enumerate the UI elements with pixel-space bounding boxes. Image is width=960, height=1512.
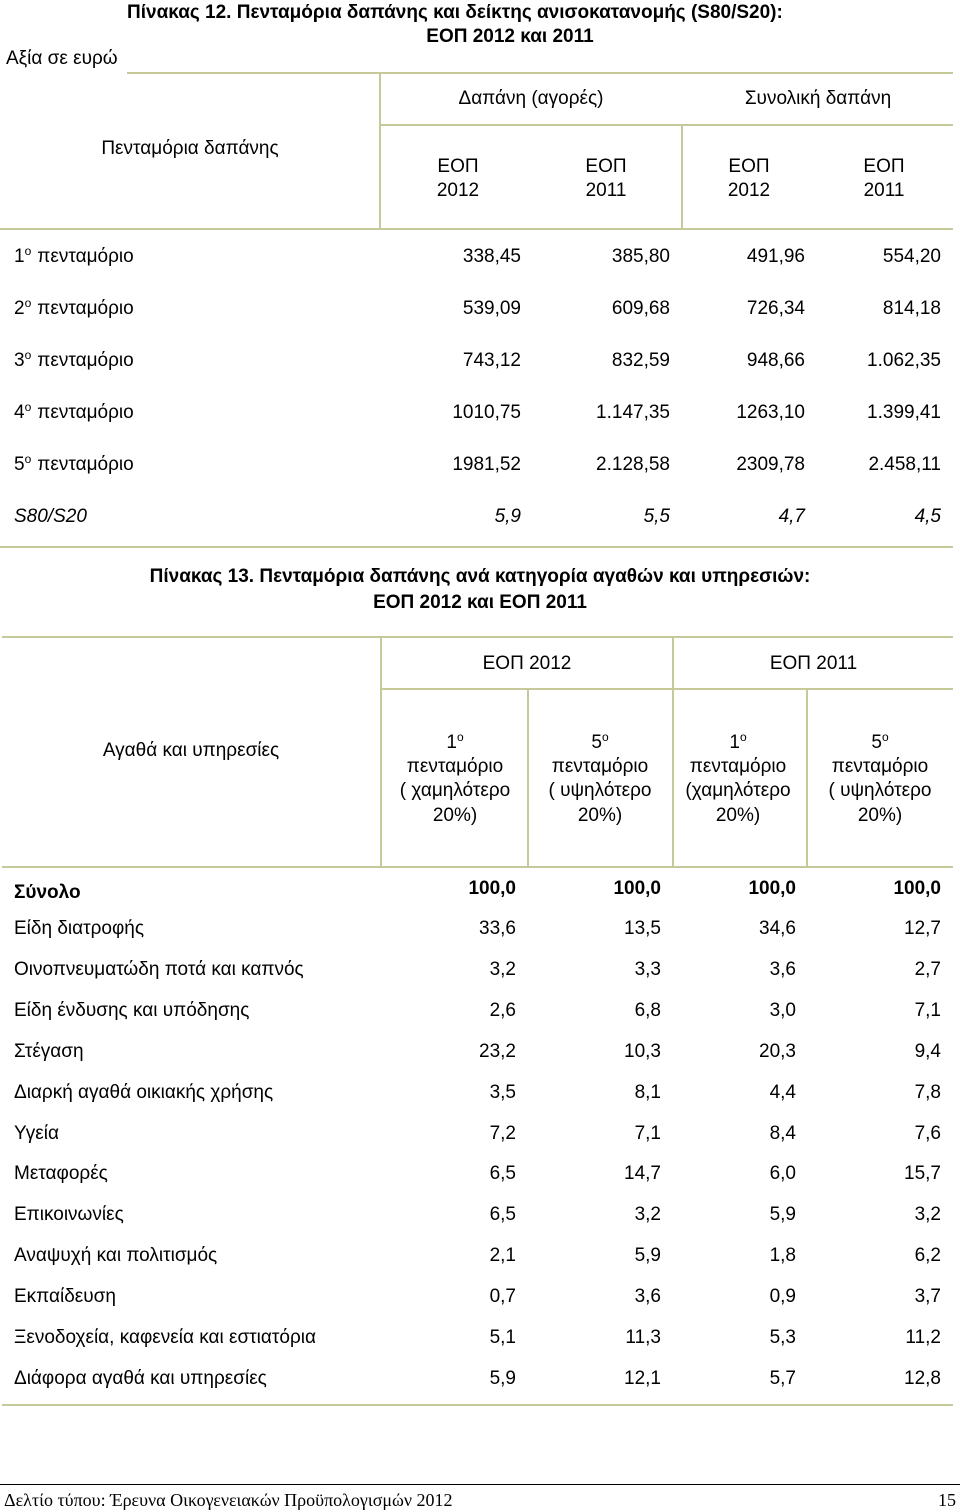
quintile-ordinal: ο xyxy=(24,452,32,466)
table13-header-rule xyxy=(2,866,953,868)
table12-cell: 1.399,41 xyxy=(867,402,941,423)
table13-cell: 0,9 xyxy=(769,1286,796,1308)
table12-col-year: 2011 xyxy=(585,180,627,201)
table13-cell: 6,5 xyxy=(489,1163,516,1185)
table13-total-cell: 100,0 xyxy=(748,878,796,899)
table13-cell: 2,6 xyxy=(489,999,516,1021)
table13-total-cell: 100,0 xyxy=(613,878,661,899)
table13-bottom-rule xyxy=(2,1404,953,1406)
table12-cell: 385,80 xyxy=(611,246,670,267)
quintile-number: 2 xyxy=(14,298,25,319)
table12-ratio-label: S80/S20 xyxy=(14,506,87,527)
table12-cell: 948,66 xyxy=(746,350,805,371)
table13-cell: 5,9 xyxy=(769,1204,796,1226)
table13-cell: 13,5 xyxy=(624,918,661,939)
table13-row-label: Εκπαίδευση xyxy=(14,1286,116,1308)
table13-row-label: Διαρκή αγαθά οικιακής χρήσης xyxy=(14,1081,274,1103)
table12-row-label xyxy=(14,350,134,372)
table13-group-rule xyxy=(380,688,953,690)
table13-cell: 23,2 xyxy=(479,1040,516,1062)
quintile-ordinal: ο xyxy=(881,730,889,744)
table13-cell: 3,5 xyxy=(489,1081,516,1103)
table13-row-label: Οινοπνευματώδη ποτά και καπνός xyxy=(14,958,304,980)
table13-col-word: πενταμόριο xyxy=(551,756,649,777)
table13-row-header: Αγαθά και υπηρεσίες xyxy=(102,740,280,761)
table13-col-ordinal xyxy=(530,732,670,754)
table13-row-label: Είδη διατροφής xyxy=(14,918,145,939)
table12-cell: 1010,75 xyxy=(452,402,521,423)
table12-top-rule xyxy=(127,72,953,74)
table13-cell: 6,8 xyxy=(634,999,661,1021)
table12-row-label xyxy=(14,454,134,476)
table12-group-rule xyxy=(380,124,953,126)
table13-cell: 8,1 xyxy=(634,1081,661,1103)
table13-total-label: Σύνολο xyxy=(14,882,81,903)
table13-cell: 5,9 xyxy=(634,1245,661,1267)
table13-cell: 3,2 xyxy=(914,1204,941,1226)
table13-col-word: πενταμόριο xyxy=(406,756,504,777)
table13-cell: 4,4 xyxy=(769,1081,796,1103)
table13-cell: 34,6 xyxy=(759,918,796,939)
table13-title: Πίνακας 13. Πενταμόρια δαπάνης ανά κατηγορία αγαθών και υπηρεσιών: xyxy=(149,566,811,587)
table13-cell: 9,4 xyxy=(914,1040,941,1062)
table12-title: Πίνακας 12. Πενταμόρια δαπάνης και δείκτης ανισοκατανομής (S80/S20): xyxy=(127,2,783,23)
table13-col-desc: ( υψηλότερο xyxy=(828,780,932,801)
table13-cell: 33,6 xyxy=(479,918,516,939)
table13-cell: 6,0 xyxy=(769,1163,796,1185)
table12-bottom-rule xyxy=(0,546,953,548)
table12-cell: 2.458,11 xyxy=(868,454,941,475)
quintile-ordinal: ο xyxy=(24,400,32,414)
table12-cell: 1.062,35 xyxy=(867,350,941,371)
table12-cell: 1263,10 xyxy=(736,402,805,423)
table12-cell: 491,96 xyxy=(746,246,805,267)
table13-row-label: Ξενοδοχεία, καφενεία και εστιατόρια xyxy=(14,1327,316,1348)
table13-cell: 3,0 xyxy=(769,999,796,1021)
table12-col-year: 2011 xyxy=(863,180,905,201)
table13-col-ordinal xyxy=(385,732,525,754)
table13-row-label: Στέγαση xyxy=(14,1040,84,1062)
footer-rule xyxy=(0,1484,960,1485)
quintile-ordinal: ο xyxy=(24,348,32,362)
table13-col-ordinal xyxy=(810,732,950,754)
quintile-number: 4 xyxy=(14,402,25,423)
table12-cell: 2309,78 xyxy=(736,454,805,475)
table13-cell: 5,9 xyxy=(489,1367,516,1389)
table12-ratio-cell: 4,7 xyxy=(778,506,805,527)
table13-row-label: Επικοινωνίες xyxy=(14,1204,124,1226)
table13-row-label: Μεταφορές xyxy=(14,1163,108,1185)
quintile-word: πενταμόριο xyxy=(37,350,134,371)
table13-cell: 7,1 xyxy=(634,1122,661,1144)
table13-cell: 5,3 xyxy=(769,1327,796,1348)
table12-cell: 814,18 xyxy=(882,298,941,319)
table13-cell: 5,7 xyxy=(769,1367,796,1389)
table13-cell: 2,7 xyxy=(914,958,941,980)
table13-cell: 12,1 xyxy=(624,1367,661,1389)
table13-col-desc: (χαμηλότερο xyxy=(685,780,791,801)
table13-col-pct: 20%) xyxy=(857,805,903,826)
table12-vline-2 xyxy=(681,124,683,228)
table12-row-header: Πενταμόρια δαπάνης xyxy=(101,138,279,159)
table13-col-word: πενταμόριο xyxy=(831,756,929,777)
quintile-word: πενταμόριο xyxy=(37,246,134,267)
table13-subtitle: ΕΟΠ 2012 και ΕΟΠ 2011 xyxy=(373,592,587,613)
table13-cell: 20,3 xyxy=(759,1040,796,1062)
quintile-number: 5 xyxy=(14,454,25,475)
quintile-ordinal: ο xyxy=(24,244,32,258)
quintile-number: 1 xyxy=(729,732,740,753)
table12-cell: 609,68 xyxy=(611,298,670,319)
table12-row-label xyxy=(14,298,134,320)
table12-ratio-cell: 5,5 xyxy=(643,506,670,527)
table13-row-label: Διάφορα αγαθά και υπηρεσίες xyxy=(14,1367,267,1389)
table12-cell: 1.147,35 xyxy=(596,402,670,423)
quintile-word: πενταμόριο xyxy=(37,298,134,319)
table13-group-2011: ΕΟΠ 2011 xyxy=(769,653,858,674)
table12-col-label: ΕΟΠ xyxy=(437,156,479,177)
table13-col-desc: ( υψηλότερο xyxy=(548,780,652,801)
quintile-ordinal: ο xyxy=(601,730,609,744)
table13-group-2012: ΕΟΠ 2012 xyxy=(482,653,572,674)
table12-col-year: 2012 xyxy=(436,180,480,201)
table12-col-label: ΕΟΠ xyxy=(863,156,905,177)
table13-col-pct: 20%) xyxy=(432,805,478,826)
table13-cell: 8,4 xyxy=(769,1122,796,1144)
table13-cell: 6,2 xyxy=(914,1245,941,1267)
table13-cell: 7,2 xyxy=(489,1122,516,1144)
table13-col-pct: 20%) xyxy=(577,805,623,826)
table13-cell: 15,7 xyxy=(904,1163,941,1185)
table13-cell: 0,7 xyxy=(489,1286,516,1308)
table12-row-label xyxy=(14,402,134,424)
table13-row-label: Αναψυχή και πολιτισμός xyxy=(14,1245,218,1267)
quintile-ordinal: ο xyxy=(739,730,747,744)
table12-cell: 743,12 xyxy=(462,350,521,371)
quintile-number: 3 xyxy=(14,350,25,371)
table13-total-cell: 100,0 xyxy=(893,878,941,899)
table13-cell: 3,3 xyxy=(634,958,661,980)
table12-cell: 554,20 xyxy=(882,246,941,267)
table13-cell: 7,6 xyxy=(914,1122,941,1144)
table13-cell: 6,5 xyxy=(489,1204,516,1226)
table13-cell: 3,6 xyxy=(634,1286,661,1308)
table13-total-cell: 100,0 xyxy=(468,878,516,899)
quintile-word: πενταμόριο xyxy=(37,402,134,423)
quintile-number: 5 xyxy=(591,732,602,753)
table12-col-label: ΕΟΠ xyxy=(585,156,627,177)
table13-cell: 2,1 xyxy=(489,1245,516,1267)
quintile-ordinal: ο xyxy=(24,296,32,310)
table12-cell: 726,34 xyxy=(746,298,805,319)
quintile-word: πενταμόριο xyxy=(37,454,134,475)
table12-group-total: Συνολική δαπάνη xyxy=(744,88,892,109)
table12-ratio-cell: 5,9 xyxy=(494,506,521,527)
table12-col-year: 2012 xyxy=(727,180,771,201)
table13-top-rule xyxy=(2,636,953,638)
table13-cell: 3,2 xyxy=(634,1204,661,1226)
table13-cell: 12,7 xyxy=(904,918,941,939)
table13-cell: 1,8 xyxy=(769,1245,796,1267)
table12-subtitle: ΕΟΠ 2012 και 2011 xyxy=(426,26,594,47)
table13-col-desc: ( χαμηλότερο xyxy=(399,780,511,801)
table12-cell: 539,09 xyxy=(462,298,521,319)
table12-ratio-cell: 4,5 xyxy=(914,506,941,527)
table13-cell: 3,7 xyxy=(914,1286,941,1308)
table13-cell: 12,8 xyxy=(904,1367,941,1389)
table12-cell: 1981,52 xyxy=(452,454,521,475)
table13-cell: 7,1 xyxy=(914,999,941,1021)
table12-cell: 2.128,58 xyxy=(596,454,670,475)
table13-col-word: πενταμόριο xyxy=(689,756,787,777)
quintile-ordinal: ο xyxy=(456,730,464,744)
footer-text: Δελτίο τύπου: Έρευνα Οικογενειακών Προϋπολογισμών 2012 xyxy=(4,1490,453,1510)
table13-cell: 7,8 xyxy=(914,1081,941,1103)
table13-cell: 11,2 xyxy=(905,1327,941,1348)
quintile-number: 1 xyxy=(14,246,25,267)
table13-cell: 14,7 xyxy=(624,1163,661,1185)
table13-cell: 3,6 xyxy=(769,958,796,980)
table13-col-pct: 20%) xyxy=(715,805,761,826)
table12-header-rule xyxy=(0,228,953,230)
page-number: 15 xyxy=(938,1490,956,1510)
table13-col-ordinal xyxy=(668,732,808,754)
table13-cell: 10,3 xyxy=(624,1040,661,1062)
table13-vline-2 xyxy=(527,688,529,866)
table13-cell: 5,1 xyxy=(489,1327,516,1348)
table12-col-label: ΕΟΠ xyxy=(728,156,770,177)
table12-cell: 832,59 xyxy=(611,350,670,371)
unit-note: Αξία σε ευρώ xyxy=(6,48,118,69)
table12-group-purchases: Δαπάνη (αγορές) xyxy=(458,88,604,109)
table12-row-label xyxy=(14,246,134,268)
table13-cell: 3,2 xyxy=(489,958,516,980)
quintile-number: 1 xyxy=(446,732,457,753)
quintile-number: 5 xyxy=(871,732,882,753)
table13-row-label: Είδη ένδυσης και υπόδησης xyxy=(14,999,250,1021)
table13-row-label: Υγεία xyxy=(14,1122,59,1144)
table13-cell: 11,3 xyxy=(625,1327,661,1348)
table12-cell: 338,45 xyxy=(462,246,521,267)
